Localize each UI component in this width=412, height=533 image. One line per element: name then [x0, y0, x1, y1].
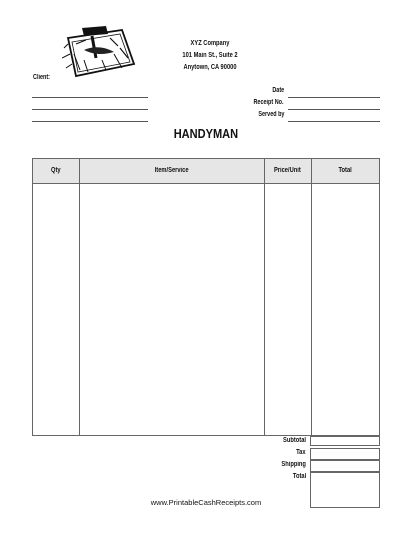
- company-address-line2: Anytown, CA 90000: [183, 64, 237, 71]
- column-header-total: [311, 159, 380, 183]
- served-by-field[interactable]: [288, 121, 380, 122]
- page-title: [150, 126, 262, 141]
- client-line-1[interactable]: [32, 97, 148, 98]
- column-divider: [79, 159, 80, 435]
- client-label: Client:: [33, 74, 50, 81]
- shipping-label: [240, 461, 306, 468]
- page-title-text: HANDYMAN: [173, 126, 239, 141]
- column-header-price-label: Price/Unit: [274, 167, 301, 174]
- company-header: [160, 38, 260, 74]
- column-header-qty: [33, 159, 79, 183]
- column-header-price: [264, 159, 311, 183]
- date-field[interactable]: [288, 97, 380, 98]
- shipping-label-text: Shipping: [281, 461, 306, 468]
- receipt-no-label: Receipt No.: [253, 99, 284, 106]
- column-header-qty-label: Qty: [51, 167, 61, 174]
- column-header-total-label: Total: [338, 167, 353, 174]
- subtotal-label: [240, 437, 306, 444]
- column-header-item: [79, 159, 264, 183]
- hammer-toolbox-icon: [62, 24, 140, 80]
- total-field[interactable]: [310, 472, 380, 508]
- served-by-label: Served by: [257, 111, 284, 118]
- total-label: [240, 473, 306, 480]
- date-label: Date: [272, 87, 284, 94]
- company-name: XYZ Company: [190, 40, 230, 47]
- subtotal-field[interactable]: [310, 436, 380, 446]
- tax-label-text: Tax: [296, 449, 306, 456]
- footer-website: www.PrintableCashReceipts.com: [150, 498, 262, 507]
- column-divider: [311, 159, 312, 435]
- items-table: [32, 158, 380, 436]
- tax-field[interactable]: [310, 448, 380, 460]
- column-divider: [264, 159, 265, 435]
- subtotal-label-text: Subtotal: [283, 437, 306, 444]
- total-label-text: Total: [292, 473, 306, 480]
- company-address-line1: 101 Main St., Suite 2: [182, 52, 238, 59]
- tax-label: [240, 449, 306, 456]
- column-header-item-label: Item/Service: [154, 167, 189, 174]
- receipt-no-field[interactable]: [288, 109, 380, 110]
- shipping-field[interactable]: [310, 460, 380, 472]
- client-line-2[interactable]: [32, 109, 148, 110]
- client-line-3[interactable]: [32, 121, 148, 122]
